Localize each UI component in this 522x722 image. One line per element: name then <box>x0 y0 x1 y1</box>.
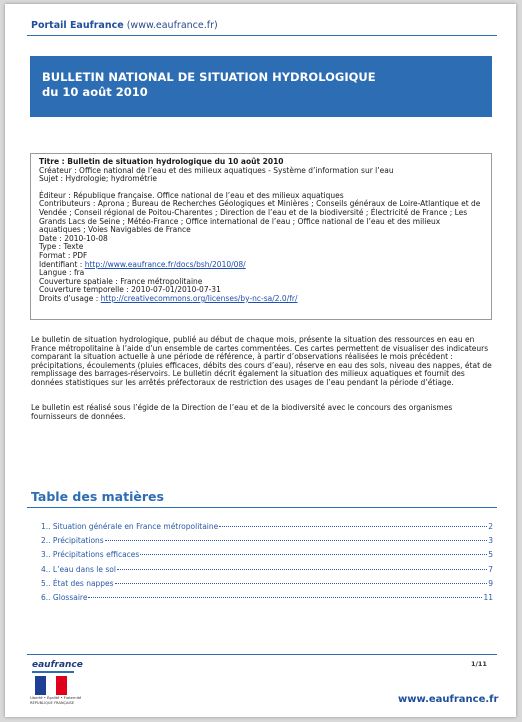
toc-entry-label: 4.. L’eau dans le sol <box>41 564 116 574</box>
republique-mark <box>30 696 90 705</box>
toc-leader-dots <box>219 526 487 527</box>
page-header <box>31 20 218 31</box>
title-banner <box>30 56 492 117</box>
meta-droits <box>39 295 481 304</box>
toc-leader-dots <box>140 554 487 555</box>
document-page <box>5 4 516 717</box>
toc-entry-label: 5.. État des nappes <box>41 578 114 588</box>
flag-red-band <box>56 676 67 695</box>
footer-url-link[interactable]: www.eaufrance.fr <box>398 694 499 705</box>
republique-flag-icon <box>35 676 67 695</box>
meta-sujet: Sujet : Hydrologie; hydrométrie <box>39 174 157 184</box>
toc-list <box>41 522 493 607</box>
toc-leader-dots <box>105 540 488 541</box>
droits-link[interactable]: http://creativecommons.org/licenses/by-nc-sa/2.0/fr/ <box>100 293 298 303</box>
header-brand: Portail Eaufrance <box>31 20 124 31</box>
banner-title: BULLETIN NATIONAL DE SITUATION HYDROLOGIQUE <box>42 70 376 84</box>
toc-entry-page: 7 <box>488 564 493 574</box>
flag-white-band <box>46 676 57 695</box>
meta-langue: Langue : fra <box>39 268 85 278</box>
credit-paragraph: Le bulletin est réalisé sous l’égide de la Direction de l’eau et de la biodiversité avec le concours des organismes fournisseurs de données. <box>31 403 453 421</box>
toc-entry[interactable] <box>41 536 493 550</box>
banner-date: du 10 août 2010 <box>42 85 148 99</box>
meta-couverture-spatiale: Couverture spatiale : France métropolitaine <box>39 276 203 286</box>
meta-droits-label: Droits d’usage : <box>39 293 101 303</box>
flag-blue-band <box>35 676 46 695</box>
page-number: 1/11 <box>471 660 487 668</box>
header-url: (www.eaufrance.fr) <box>126 20 218 31</box>
header-divider <box>27 35 497 36</box>
toc-entry[interactable] <box>41 565 493 579</box>
toc-entry[interactable] <box>41 579 493 593</box>
meta-contributeurs: Contributeurs : Aprona ; Bureau de Recherches Géologiques et Minières ; Conseils généraux de Loire-Atlantique et de Vendée ; Conseil régional de Poitou-Charentes ; Direction de l’eau et de la biodiversité ; Électricité de France ; Les Grands Lacs de Seine ; Météo-France ; Office international de l’eau ; Office national de l’eau et des milieux aquatiques ; Voies Navigables de France <box>39 199 481 235</box>
meta-identifiant-label: Identifiant : <box>39 259 85 269</box>
toc-entry-page: 5 <box>488 550 493 560</box>
identifiant-link[interactable]: http://www.eaufrance.fr/docs/bsh/2010/08/ <box>84 259 246 269</box>
toc-entry-label: 6.. Glossaire <box>41 592 88 602</box>
meta-format: Format : PDF <box>39 250 88 260</box>
meta-identifiant <box>39 261 481 270</box>
toc-divider <box>27 507 497 508</box>
toc-entry-page: 2 <box>488 522 493 531</box>
toc-leader-dots <box>115 583 488 584</box>
toc-entry-label: 2.. Précipitations <box>41 536 104 546</box>
eaufrance-logo: eaufrance <box>32 660 83 670</box>
toc-entry[interactable] <box>41 522 493 536</box>
intro-paragraph: Le bulletin de situation hydrologique, publié au début de chaque mois, présente la situation des ressources en eau en France métropolitaine à l’aide d’un ensemble de cartes commentées. Ces cartes permettent de visualiser des indicateurs comparant la situation actuelle à une période de référence, à partir d’observations réalisées le mois précédent : précipitations, écoulements (pluies efficaces, débits des cours d’eau), réserve en eau des sols, niveau des nappes, état de remplissage des barrages-réservoirs. Le bulletin décrit également la situation des milieux aquatiques et fournit des données statistiques sur les arrêtés préfectoraux de restriction des usages de l’eau pendant la période d’étiage. <box>31 335 492 387</box>
meta-couverture-temporelle: Couverture temporelle : 2010-07-01/2010-07-31 <box>39 285 221 295</box>
toc-entry-label: 3.. Précipitations efficaces <box>41 550 140 560</box>
republique-motto: Liberté • Égalité • Fraternité <box>30 696 82 700</box>
republique-name: RÉPUBLIQUE FRANÇAISE <box>30 700 75 705</box>
toc-entry[interactable] <box>41 550 493 564</box>
toc-entry-label: 1.. Situation générale en France métropolitaine <box>41 522 219 531</box>
toc-entry-page: 3 <box>488 536 493 546</box>
toc-entry[interactable] <box>41 593 493 607</box>
toc-entry-page: 9 <box>488 578 493 588</box>
meta-titre: Titre : Bulletin de situation hydrologique du 10 août 2010 <box>39 157 284 166</box>
toc-leader-dots <box>88 597 482 598</box>
toc-leader-dots <box>117 569 487 570</box>
toc-entry-page: 11 <box>483 592 493 602</box>
metadata-box <box>30 153 492 320</box>
meta-editeur: Éditeur : République française. Office national de l’eau et des milieux aquatiques <box>39 190 344 200</box>
footer-divider <box>27 654 497 655</box>
toc-title: Table des matières <box>31 489 164 504</box>
meta-createur: Créateur : Office national de l’eau et des milieux aquatiques - Système d’information sur l’eau <box>39 165 394 175</box>
meta-type: Type : Texte <box>39 242 84 252</box>
eaufrance-logo-underline <box>32 671 74 673</box>
meta-date: Date : 2010-10-08 <box>39 233 108 243</box>
